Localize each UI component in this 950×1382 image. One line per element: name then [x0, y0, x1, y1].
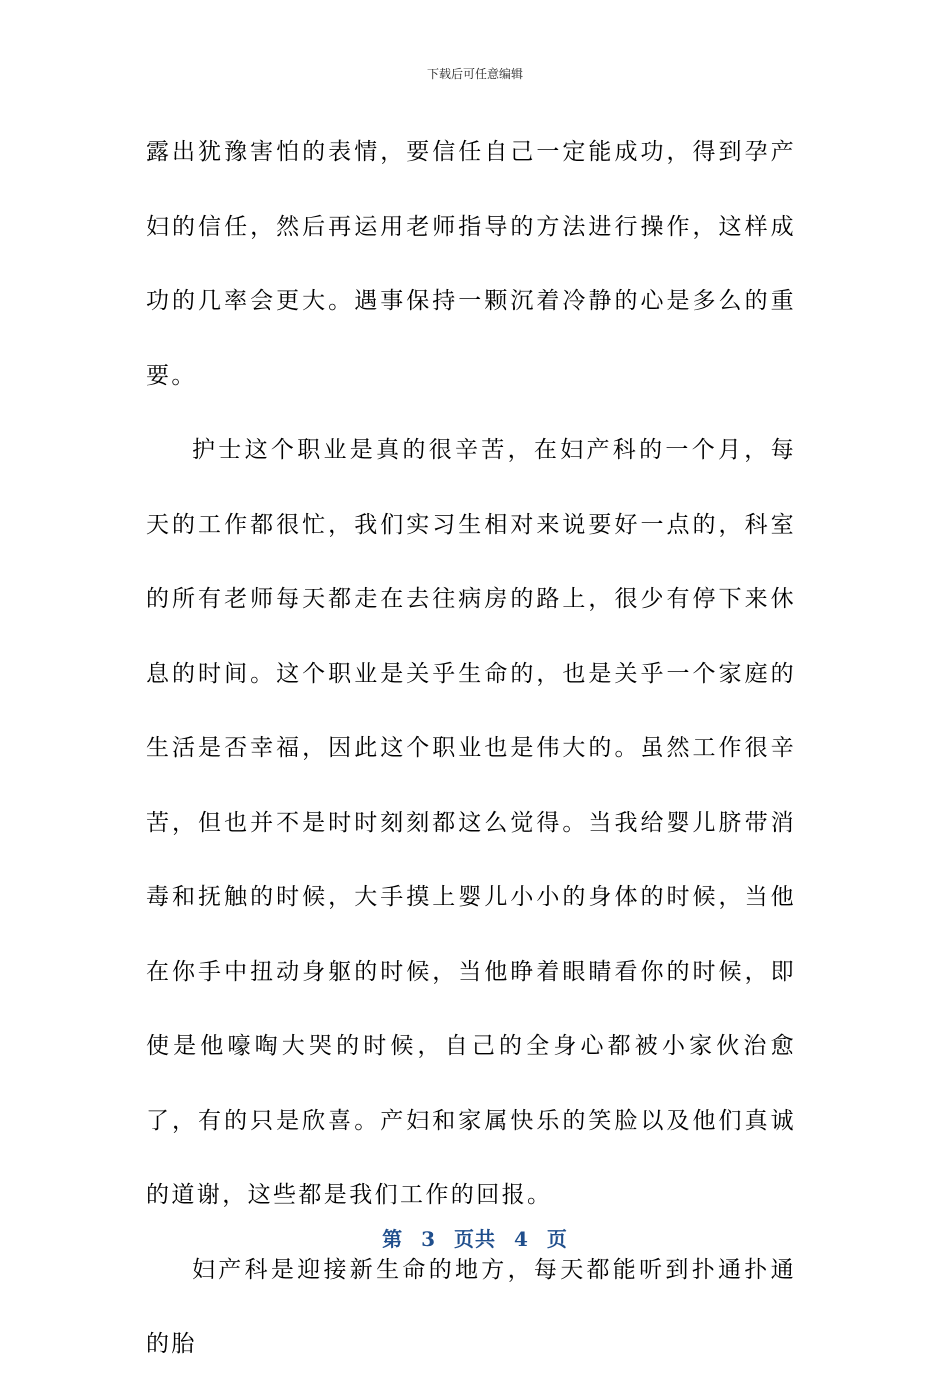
paragraph-3: 妇产科是迎接新生命的地方，每天都能听到扑通扑通的胎: [146, 1256, 796, 1357]
page-footer: [0, 1224, 950, 1254]
footer-middle: 页共: [454, 1227, 496, 1251]
footer-total-pages: 4: [514, 1227, 529, 1251]
document-body: [146, 115, 796, 1382]
footer-prefix: 第: [382, 1227, 404, 1251]
paragraph-2: 护士这个职业是真的很辛苦，在妇产科的一个月，每天的工作都很忙，我们实习生相对来说要好一点的，科室的所有老师每天都走在去往病房的路上，很少有停下来休息的时间。这个职业是关乎生命的，也是关乎一个家庭的生活是否幸福，因此这个职业也是伟大的。虽然工作很辛苦，但也并不是时时刻刻都这么觉得。当我给婴儿脐带消毒和抚触的时候，大手摸上婴儿小小的身体的时候，当他在你手中扭动身躯的时候，当他睁着眼睛看你的时候，即使是他嚎啕大哭的时候，自己的全身心都被小家伙治愈了，有的只是欣喜。产妇和家属快乐的笑脸以及他们真诚的道谢，这些都是我们工作的回报。: [146, 437, 796, 1208]
footer-suffix: 页: [546, 1227, 568, 1251]
footer-current-page: 3: [421, 1227, 436, 1251]
header-text: 下载后可任意编辑: [426, 67, 523, 81]
page-header: [0, 64, 950, 84]
paragraph-1: 露出犹豫害怕的表情，要信任自己一定能成功，得到孕产妇的信任，然后再运用老师指导的方法进行操作，这样成功的几率会更大。遇事保持一颗沉着冷静的心是多么的重要。: [146, 139, 796, 389]
